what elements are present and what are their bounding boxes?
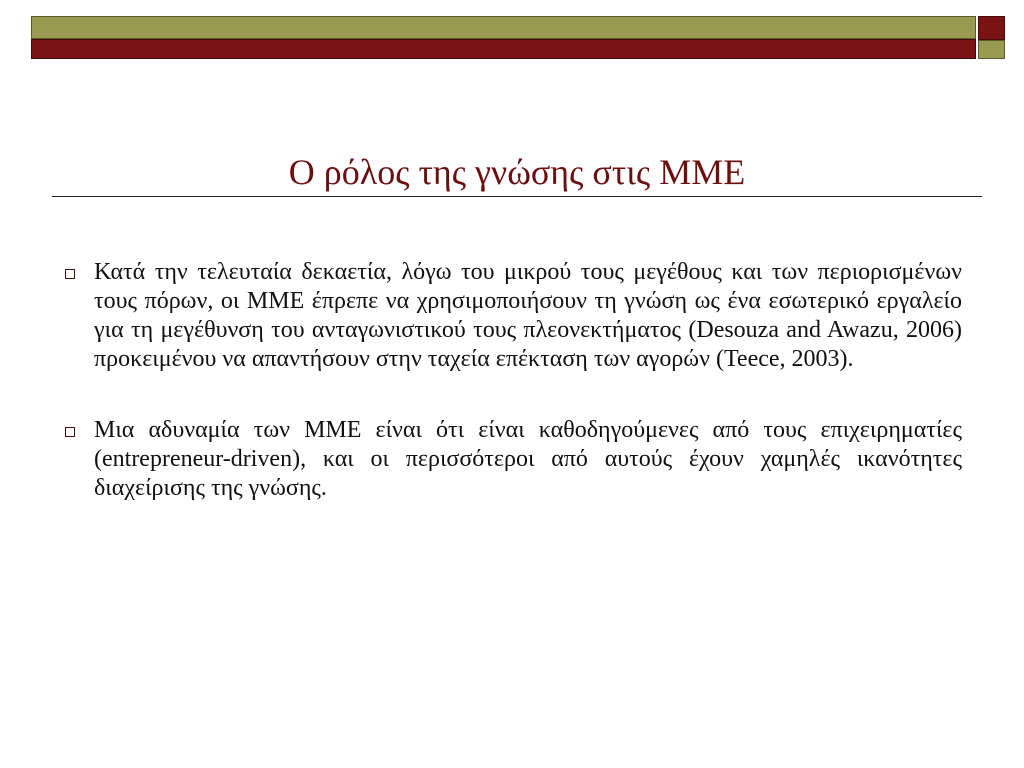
- corner-block-maroon: [978, 16, 1005, 40]
- bullet-item: [62, 416, 962, 503]
- square-bullet-icon: [65, 269, 75, 279]
- bullet-text: Μια αδυναμία των ΜΜΕ είναι ότι είναι καθοδηγούμενες από τους επιχειρηματίες (entrepreneur-driven), και οι περισσότεροι από αυτούς έχουν χαμηλές ικανότητες διαχείρισης της γνώσης.: [94, 417, 962, 501]
- bullet-item: [62, 258, 962, 374]
- corner-block-olive: [978, 40, 1005, 59]
- header-band-olive: [31, 16, 976, 39]
- bullet-text: Κατά την τελευταία δεκαετία, λόγω του μικρού τους μεγέθους και των περιορισμένων τους πόρων, οι ΜΜΕ έπρεπε να χρησιμοποιήσουν τη γνώση ως ένα εσωτερικό εργαλείο για τη μεγέθυνση του ανταγωνιστικού τους πλεονεκτήματος (Desouza and Awazu, 2006) προκειμένου να απαντήσουν στην ταχεία επέκταση των αγορών (Teece, 2003).: [94, 259, 962, 372]
- slide-title: Ο ρόλος της γνώσης στις ΜΜΕ: [288, 152, 746, 192]
- title-divider: [52, 196, 982, 197]
- header-band-maroon: [31, 39, 976, 59]
- square-bullet-icon: [65, 427, 75, 437]
- bullet-list: [62, 258, 962, 545]
